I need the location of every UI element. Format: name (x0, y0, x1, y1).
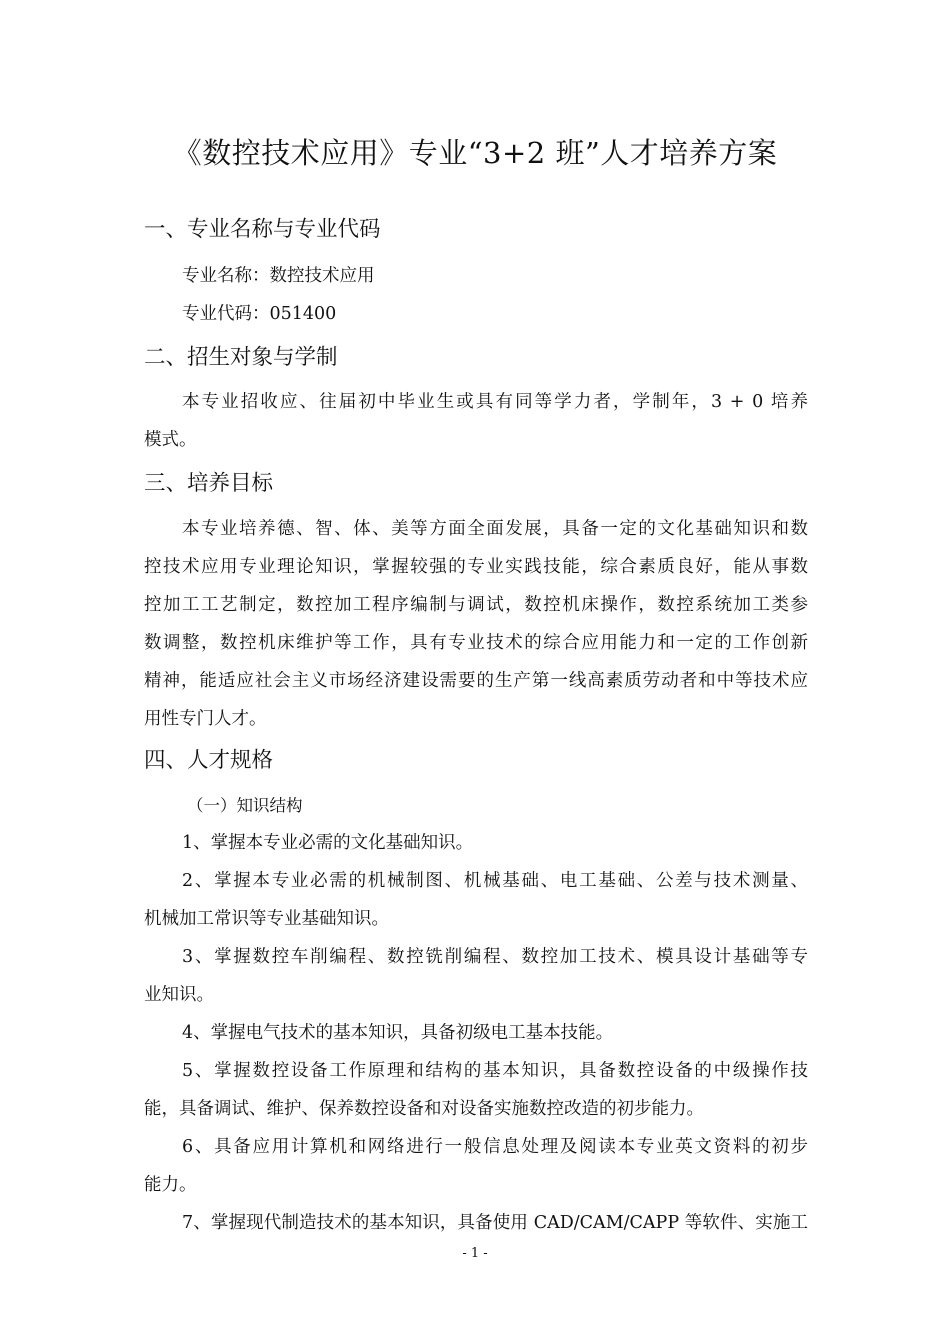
knowledge-item-line: 机械加工常识等专业基础知识。 (144, 909, 389, 929)
knowledge-item-line: 6、具备应用计算机和网络进行一般信息处理及阅读本专业英文资料的初步 (182, 1137, 808, 1157)
section-heading-specs: 四、人才规格 (144, 748, 274, 773)
goals-text-line: 数调整，数控机床维护等工作，具有专业技术的综合应用能力和一定的工作创新 (144, 633, 808, 653)
goals-text-line: 用性专门人才。 (144, 709, 267, 729)
goals-text-line: 控技术应用专业理论知识，掌握较强的专业实践技能，综合素质良好，能从事数 (144, 557, 808, 577)
knowledge-item-line: 2、掌握本专业必需的机械制图、机械基础、电工基础、公差与技术测量、 (182, 871, 808, 891)
knowledge-item-line: 业知识。 (144, 985, 214, 1005)
knowledge-item-line: 4、掌握电气技术的基本知识，具备初级电工基本技能。 (182, 1023, 614, 1043)
knowledge-item-line: 1、掌握本专业必需的文化基础知识。 (182, 833, 474, 853)
page-number: - 1 - (462, 1246, 488, 1261)
enrollment-text-line: 模式。 (144, 430, 197, 450)
goals-text-line: 精神，能适应社会主义市场经济建设需要的生产第一线高素质劳动者和中等技术应 (144, 671, 808, 691)
section-heading-goals: 三、培养目标 (144, 471, 274, 496)
enrollment-text-line: 本专业招收应、往届初中毕业生或具有同等学力者，学制年，3 + 0 培养 (182, 392, 808, 412)
major-name-line: 专业名称：数控技术应用 (182, 266, 375, 286)
knowledge-item-line: 3、掌握数控车削编程、数控铣削编程、数控加工技术、模具设计基础等专 (182, 947, 808, 967)
knowledge-item-line: 能，具备调试、维护、保养数控设备和对设备实施数控改造的初步能力。 (144, 1099, 704, 1119)
knowledge-item-line: 7、掌握现代制造技术的基本知识，具备使用 CAD/CAM/CAPP 等软件、实施工 (182, 1213, 808, 1233)
knowledge-item-line: 5、掌握数控设备工作原理和结构的基本知识，具备数控设备的中级操作技 (182, 1061, 808, 1081)
section-heading-enrollment: 二、招生对象与学制 (144, 345, 338, 370)
goals-text-line: 本专业培养德、智、体、美等方面全面发展，具备一定的文化基础知识和数 (182, 519, 808, 539)
document-title: 《数控技术应用》专业“3+2 班”人才培养方案 (172, 136, 778, 170)
section-heading-major: 一、专业名称与专业代码 (144, 217, 381, 242)
goals-text-line: 控加工工艺制定，数控加工程序编制与调试，数控机床操作，数控系统加工类参 (144, 595, 808, 615)
knowledge-item-line: 能力。 (144, 1175, 197, 1195)
subsection-heading-knowledge: （一）知识结构 (187, 796, 303, 815)
major-code-line: 专业代码：051400 (182, 304, 337, 324)
